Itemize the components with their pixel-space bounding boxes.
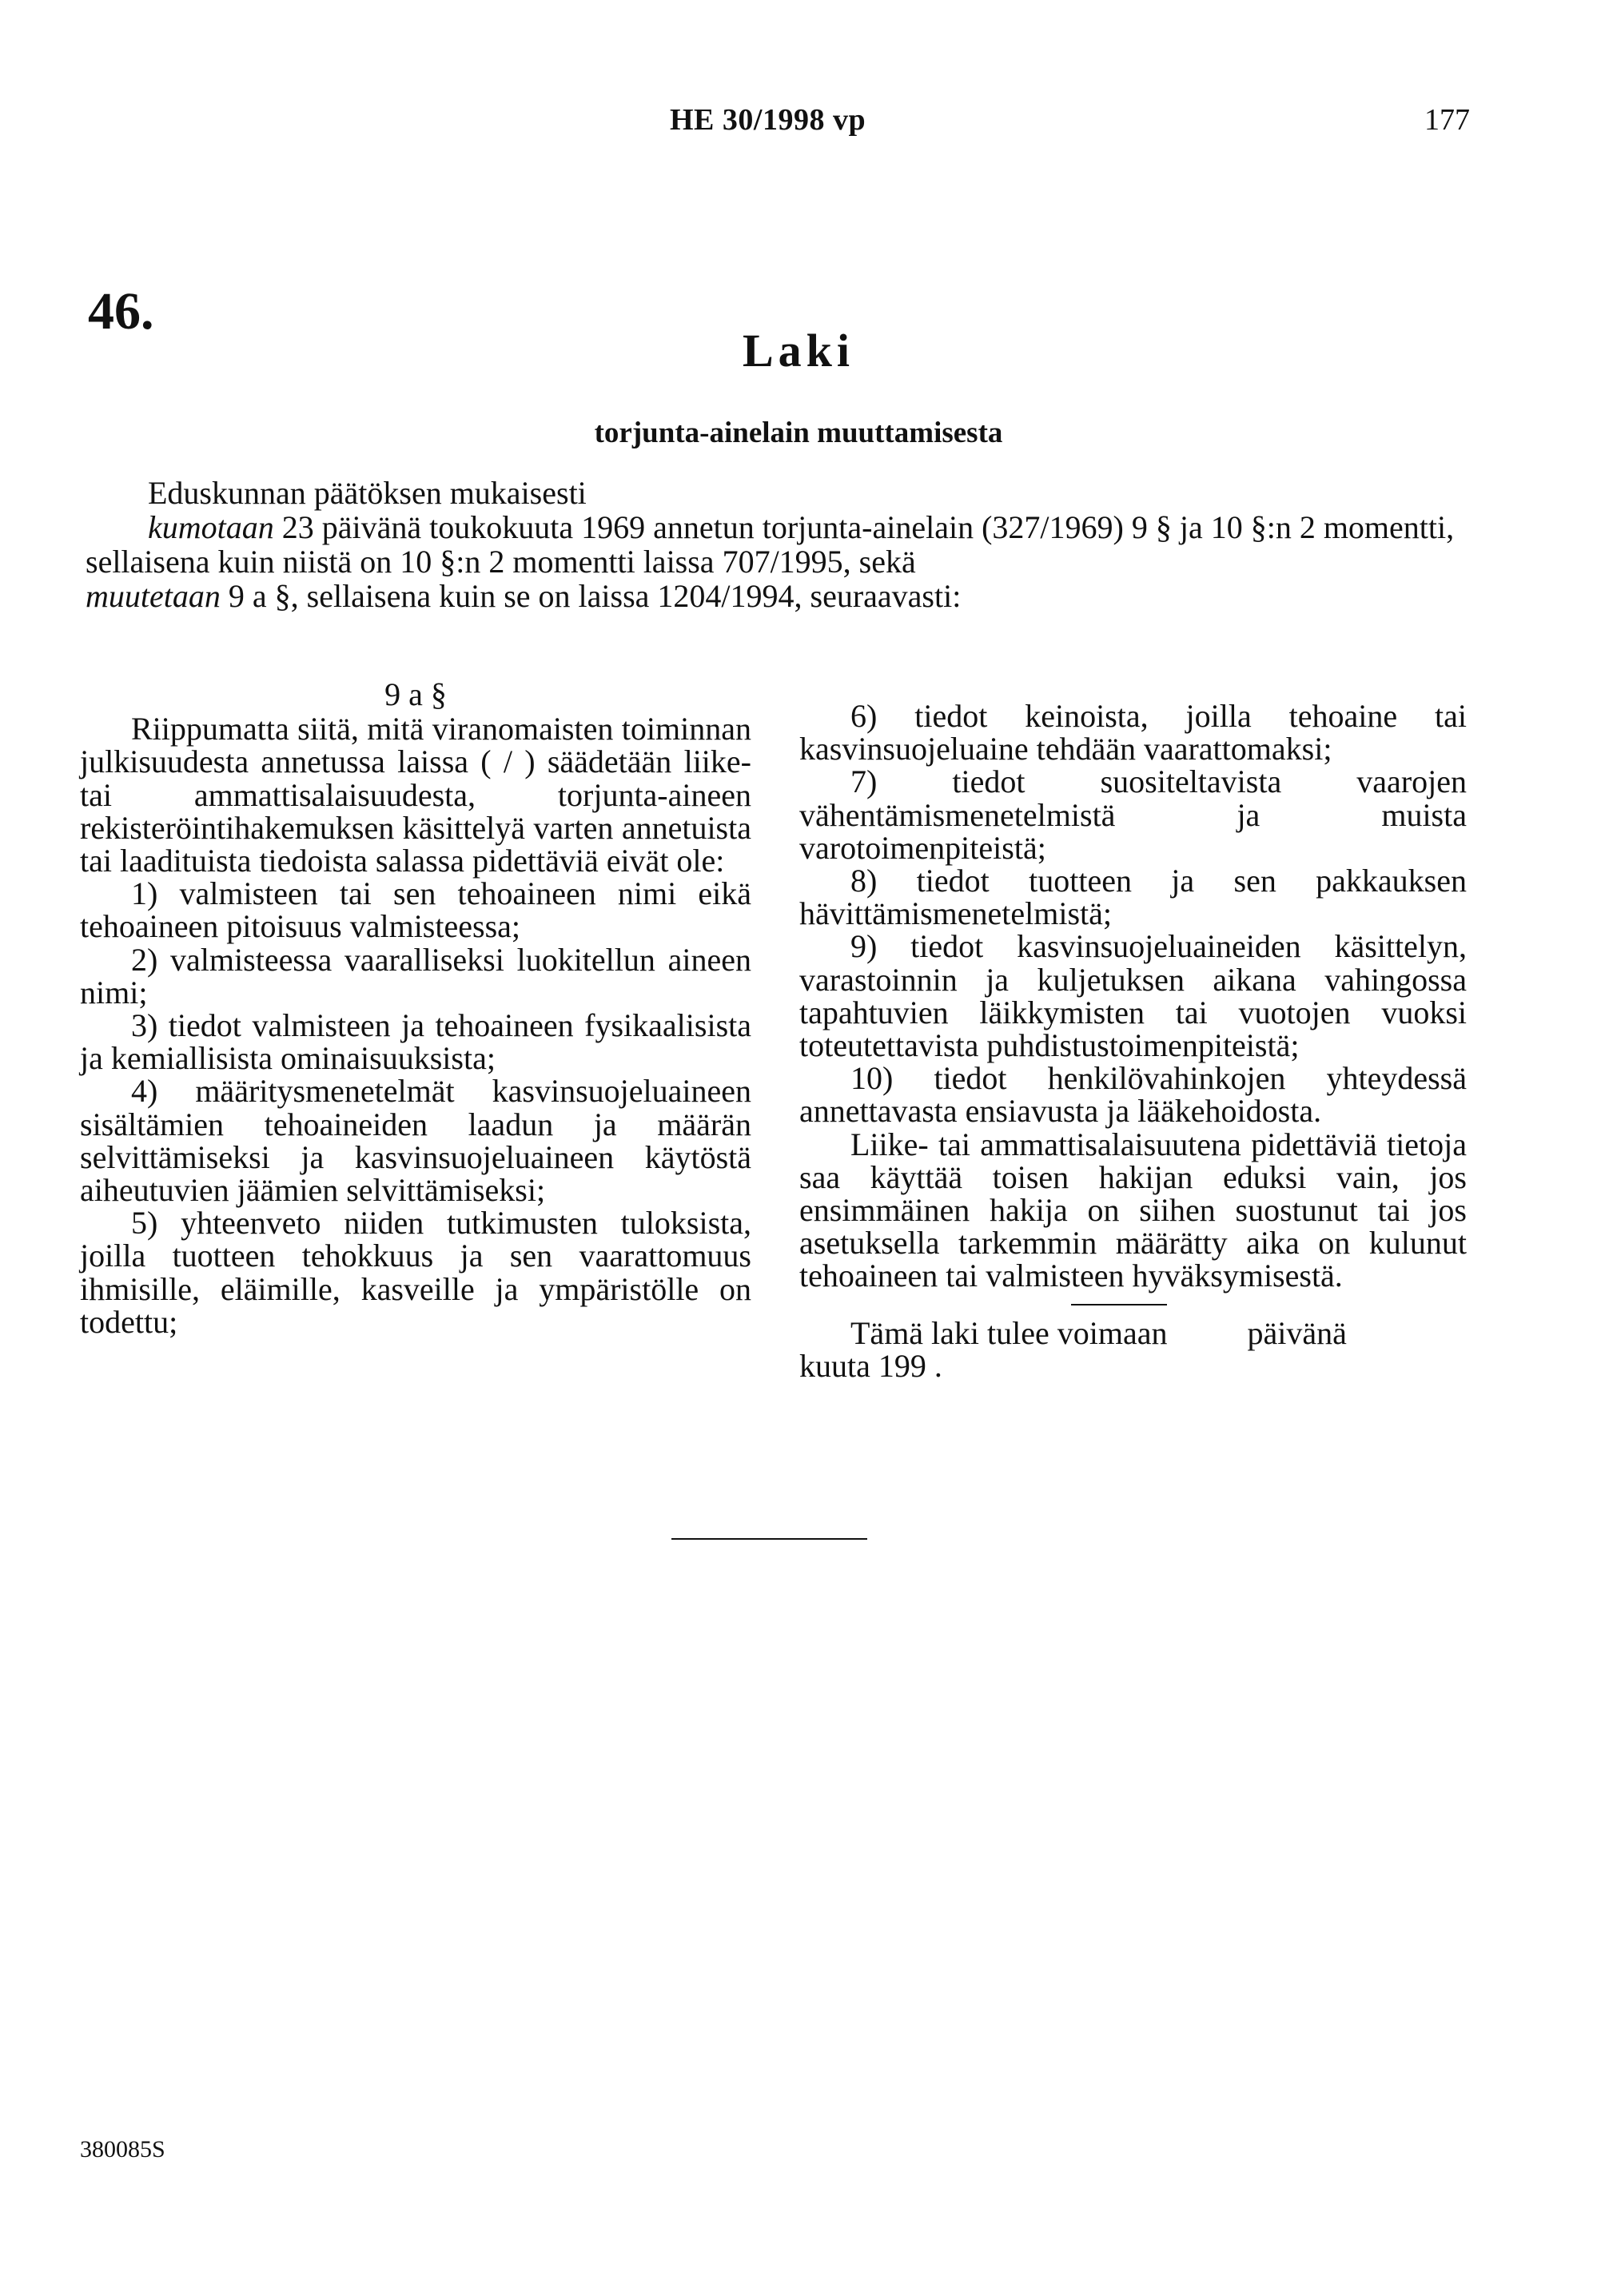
preamble-enactment-clause: Eduskunnan päätöksen mukaisesti — [148, 475, 587, 511]
left-paragraph: 5) yhteenveto niiden tutkimusten tuloksista, joilla tuotteen tehokkuus ja sen vaarattomuus ihmisille, eläimille, kasveille ja ympäristölle on todettu; — [80, 1205, 751, 1340]
document-reference: HE 30/1998 vp — [670, 103, 866, 137]
law-subtitle: torjunta-ainelain muuttamisesta — [594, 417, 1003, 449]
page-number: 177 — [1424, 103, 1470, 137]
right-paragraph: 6) tiedot keinoista, joilla tehoaine tai kasvinsuojeluaine tehdään vaarattomaksi; — [799, 698, 1467, 767]
left-paragraph: 1) valmisteen tai sen tehoaineen nimi eikä tehoaineen pitoisuus valmisteessa; — [80, 875, 751, 945]
entry-into-force — [799, 1314, 1467, 1384]
end-rule — [671, 1538, 867, 1540]
right-column — [799, 700, 1467, 1382]
right-paragraph: 8) tiedot tuotteen ja sen pakkauksen hävittämismenetelmistä; — [799, 863, 1467, 932]
section-divider — [1071, 1304, 1167, 1305]
repeal-verb: kumotaan — [148, 509, 274, 545]
preamble — [86, 475, 1499, 614]
preamble-amend-clause — [86, 579, 1499, 613]
amend-verb: muutetaan — [86, 578, 221, 614]
law-number: 46. — [88, 282, 154, 341]
left-column — [80, 678, 751, 1338]
amend-text: 9 a §, sellaisena kuin se on laissa 1204/1994, seuraavasti: — [220, 578, 962, 614]
left-paragraph: 4) määritysmenetelmät kasvinsuojeluaineen sisältämien tehoaineiden laadun ja määrän selvittämiseksi ja kasvinsuojeluaineen käytöstä aiheutuvien jäämien selvittämiseksi; — [80, 1073, 751, 1209]
right-paragraph: 9) tiedot kasvinsuojeluaineiden käsittelyn, varastoinnin ja kuljetuksen aikana vahingossa tapahtuvien läikkymisten tai vuotojen vuoksi toteutettavista puhdistustoimenpiteistä; — [799, 928, 1467, 1064]
footer-code: 380085S — [80, 2136, 165, 2162]
right-paragraph: 10) tiedot henkilövahinkojen yhteydessä annettavasta ensiavusta ja lääkehoidosta. — [799, 1060, 1467, 1130]
repeal-text: 23 päivänä toukokuuta 1969 annetun torjunta-ainelain (327/1969) 9 § ja 10 §:n 2 momentti, sellaisena kuin niistä on 10 §:n 2 momentti laissa 707/1995, sekä — [86, 509, 1455, 580]
left-paragraph: Riippumatta siitä, mitä viranomaisten toiminnan julkisuudesta annetussa laissa ( / ) säädetään liike- tai ammattisalaisuudesta, torjunta-aineen rekisteröintihakemuksen käsittelyä varten annetuista tai laadituista tiedoista salassa pidettäviä eivät ole: — [80, 711, 751, 879]
right-paragraph: Liike- tai ammattisalaisuutena pidettäviä tietoja saa käyttää toisen hakijan eduksi vain, jos ensimmäinen hakija on siihen suostunut tai jos asetuksella tarkemmin määrätty aika on kulunut tehoaineen tai valmisteen hyväksymisestä. — [799, 1126, 1467, 1294]
right-paragraph: 7) tiedot suositeltavista vaarojen vähentämismenetelmistä ja muista varotoimenpiteistä; — [799, 763, 1467, 866]
law-title: Laki — [742, 325, 855, 377]
left-paragraph: 2) valmisteessa vaaralliseksi luokitellun aineen nimi; — [80, 941, 751, 1010]
preamble-repeal-clause — [86, 510, 1499, 579]
left-paragraph: 3) tiedot valmisteen ja tehoaineen fysikaalisista ja kemiallisista ominaisuuksista; — [80, 1007, 751, 1077]
entry-into-force-text: Tämä laki tulee voimaan päivänä kuuta 199 . — [799, 1314, 1427, 1384]
section-heading: 9 a § — [384, 676, 447, 712]
